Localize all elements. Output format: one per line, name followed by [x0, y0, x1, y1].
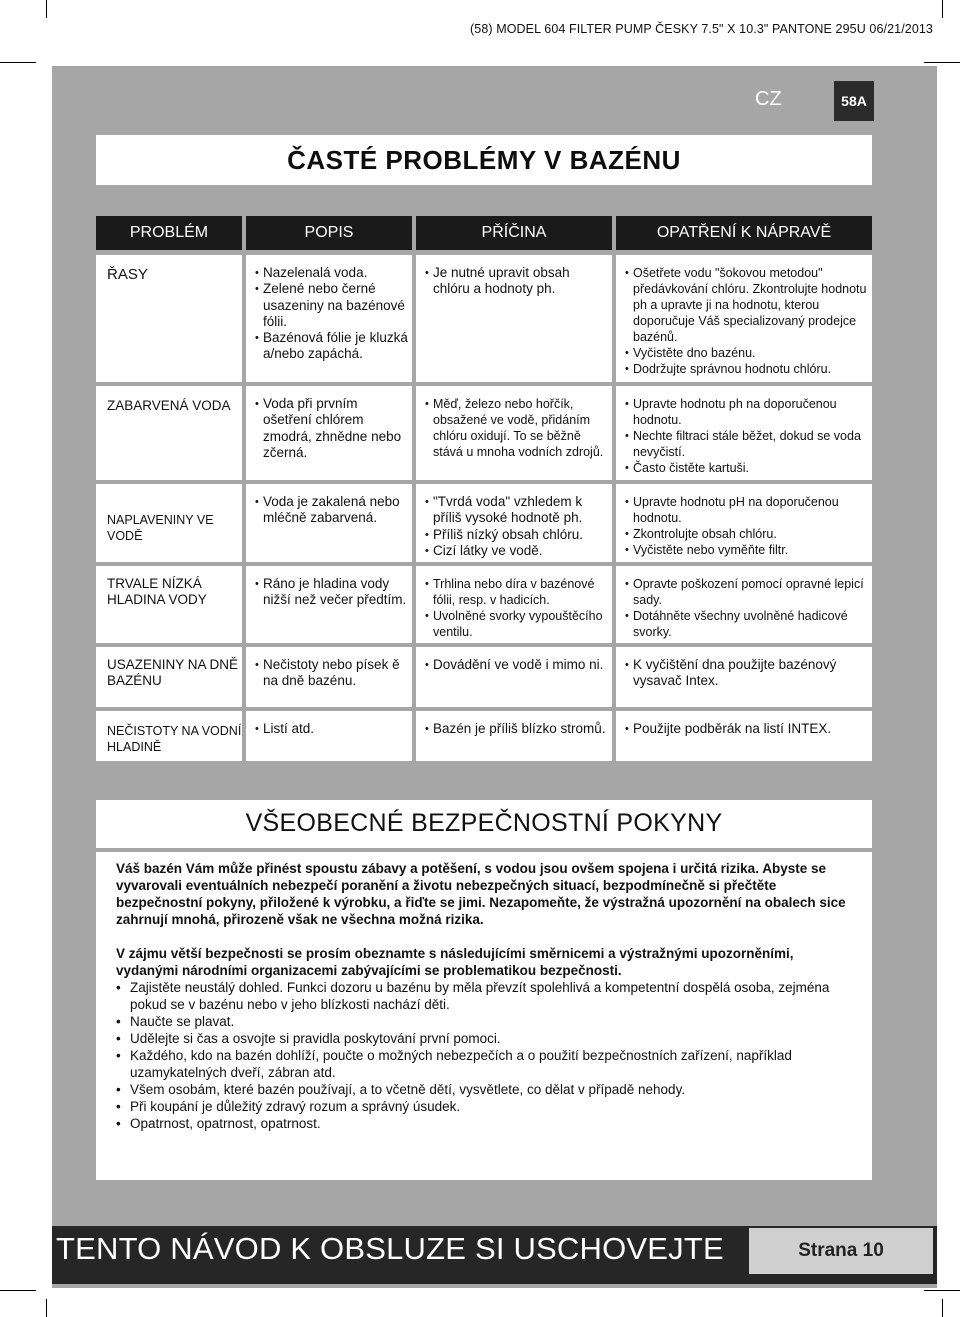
safety-item: • Zajistěte neustálý dohled. Funkci dozoru u bazénu by měla převzít spolehlivá a kompetentní dospělá osoba, zejména pokud se v bazénu nebo v jeho blízkosti nachází děti.	[116, 979, 854, 1013]
col-header-problem: PROBLÉM	[96, 216, 242, 250]
page-number: Strana 10	[749, 1228, 933, 1274]
print-info: (58) MODEL 604 FILTER PUMP ČESKY 7.5" X 10.3" PANTONE 295U 06/21/2013	[470, 22, 933, 36]
remedy-item: • Často čistěte kartuši.	[625, 460, 870, 476]
problem-cell: USAZENINY NA DNĚ BAZÉNU	[96, 647, 242, 707]
remedy-cell	[616, 386, 872, 480]
footer-keep-manual: TENTO NÁVOD K OBSLUZE SI USCHOVEJTE	[56, 1231, 724, 1266]
crop-mark	[942, 1299, 943, 1317]
safety-intro: Váš bazén Vám může přinést spoustu zábavy a potěšení, s vodou jsou ovšem spojena i určitá rizika. Abyste se vyvarovali eventuálních nebezpečí poranění a životu nebezpečných situací, bezpodmínečně si přečtěte bezpečnostní pokyny, přiložené k výrobku, a řiďte se jimi. Nezapomeňte, že výstražná upozornění na obalech sice zahrnují mnohá, přirozeně však ne všechna možná rizika.	[116, 861, 846, 927]
description-item: • Bazénová fólie je kluzká a/nebo zapáchá.	[255, 330, 410, 363]
language-label: CZ	[755, 88, 782, 110]
safety-lead: V zájmu větší bezpečnosti se prosím obeznamte s následujícími směrnicemi a výstražnými upozorněními, vydanými národními organizacemi zabývajícími se problematikou bezpečnosti.	[116, 946, 794, 978]
safety-item: • Každého, kdo na bazén dohlíží, poučte o možných nebezpečích a o použití bezpečnostních zařízení, například uzamykatelných dveří, zábran atd.	[116, 1047, 854, 1081]
footer-bar	[52, 1226, 937, 1284]
cause-item: • Cizí látky ve vodě.	[425, 543, 610, 559]
safety-list	[116, 979, 854, 1132]
cause-item: • "Tvrdá voda" vzhledem k příliš vysoké hodnotě ph.	[425, 494, 610, 527]
crop-mark	[942, 0, 943, 18]
problems-title: ČASTÉ PROBLÉMY V BAZÉNU	[287, 145, 681, 175]
remedy-cell	[616, 711, 872, 761]
remedy-item: • Zkontrolujte obsah chlóru.	[625, 526, 870, 542]
cause-item: • Bazén je příliš blízko stromů.	[425, 721, 610, 737]
safety-item: • Naučte se plavat.	[116, 1013, 854, 1030]
safety-item: • Opatrnost, opatrnost, opatrnost.	[116, 1115, 854, 1132]
description-cell	[246, 566, 412, 643]
remedy-item: • Vyčistěte dno bazénu.	[625, 345, 870, 361]
remedy-cell	[616, 566, 872, 643]
safety-item: • Při koupání je důležitý zdravý rozum a správný úsudek.	[116, 1098, 854, 1115]
cause-item: • Dovádění ve vodě i mimo ni.	[425, 657, 610, 673]
cause-cell	[416, 484, 612, 562]
problem-cell: NEČISTOTY NA VODNÍ HLADINĚ	[96, 711, 242, 761]
crop-mark	[0, 62, 36, 63]
remedy-item: • Ošetřete vodu "šokovou metodou" předávkování chlóru. Zkontrolujte hodnotu ph a upravte ji na hodnotu, kterou doporučuje Váš specializovaný prodejce bazénů.	[625, 265, 870, 345]
cause-cell	[416, 711, 612, 761]
remedy-item: • K vyčištění dna použijte bazénový vysavač Intex.	[625, 657, 870, 690]
col-header-remedy: OPATŘENÍ K NÁPRAVĚ	[616, 216, 872, 250]
cause-cell	[416, 566, 612, 643]
remedy-item: • Dotáhněte všechny uvolněné hadicové svorky.	[625, 608, 870, 640]
remedy-item: • Vyčistěte nebo vyměňte filtr.	[625, 542, 870, 558]
remedy-item: • Upravte hodnotu ph na doporučenou hodnotu.	[625, 396, 870, 428]
safety-title: VŠEOBECNÉ BEZPEČNOSTNÍ POKYNY	[245, 809, 723, 837]
description-item: • Zelené nebo černé usazeniny na bazénové fólii.	[255, 281, 410, 330]
crop-mark	[46, 1299, 47, 1317]
remedy-item: • Opravte poškození pomocí opravné lepicí sady.	[625, 576, 870, 608]
safety-item: • Všem osobám, které bazén používají, a to včetně dětí, vysvětlete, co dělat v případě nehody.	[116, 1081, 854, 1098]
cause-cell	[416, 255, 612, 382]
cause-item: • Příliš nízký obsah chlóru.	[425, 527, 610, 543]
safety-item: • Udělejte si čas a osvojte si pravidla poskytování první pomoci.	[116, 1030, 854, 1047]
description-item: • Voda při prvním ošetření chlórem zmodrá, zhnědne nebo zčerná.	[255, 396, 410, 461]
remedy-cell	[616, 647, 872, 707]
problem-cell: NAPLAVENINY VE VODĚ	[96, 484, 242, 562]
problem-cell: ŘASY	[96, 255, 242, 382]
description-cell	[246, 647, 412, 707]
description-item: • Nazelenalá voda.	[255, 265, 410, 281]
remedy-item: • Dodržujte správnou hodnotu chlóru.	[625, 361, 870, 377]
description-item: • Ráno je hladina vody nižší než večer předtím.	[255, 576, 410, 609]
crop-mark	[924, 1290, 960, 1291]
remedy-item: • Nechte filtraci stále běžet, dokud se voda nevyčistí.	[625, 428, 870, 460]
description-cell	[246, 711, 412, 761]
description-cell	[246, 386, 412, 480]
description-item: • Nečistoty nebo písek ě na dně bazénu.	[255, 657, 410, 690]
problems-title-bar	[96, 135, 872, 185]
problem-cell: TRVALE NÍZKÁ HLADINA VODY	[96, 566, 242, 643]
description-cell	[246, 255, 412, 382]
crop-mark	[0, 1290, 36, 1291]
remedy-item: • Použijte podběrák na listí INTEX.	[625, 721, 870, 737]
cause-item: • Uvolněné svorky vypouštěcího ventilu.	[425, 608, 610, 640]
col-header-cause: PŘÍČINA	[416, 216, 612, 250]
col-header-description: POPIS	[246, 216, 412, 250]
page-code-badge: 58A	[834, 81, 874, 121]
safety-text-block	[96, 852, 872, 1180]
description-item: • Listí atd.	[255, 721, 410, 737]
cause-item: • Je nutné upravit obsah chlóru a hodnoty ph.	[425, 265, 610, 298]
crop-mark	[924, 62, 960, 63]
crop-mark	[46, 0, 47, 18]
remedy-cell	[616, 484, 872, 562]
remedy-cell	[616, 255, 872, 382]
remedy-item: • Upravte hodnotu pH na doporučenou hodnotu.	[625, 494, 870, 526]
description-item: • Voda je zakalená nebo mléčně zabarvená.	[255, 494, 410, 527]
cause-cell	[416, 647, 612, 707]
description-cell	[246, 484, 412, 562]
cause-item: • Trhlina nebo díra v bazénové fólii, resp. v hadicích.	[425, 576, 610, 608]
safety-title-bar	[96, 800, 872, 848]
problem-cell: ZABARVENÁ VODA	[96, 386, 242, 480]
cause-item: • Měď, železo nebo hořčík, obsažené ve vodě, přidáním chlóru oxidují. To se běžně stává u mnoha vodních zdrojů.	[425, 396, 610, 460]
cause-cell	[416, 386, 612, 480]
